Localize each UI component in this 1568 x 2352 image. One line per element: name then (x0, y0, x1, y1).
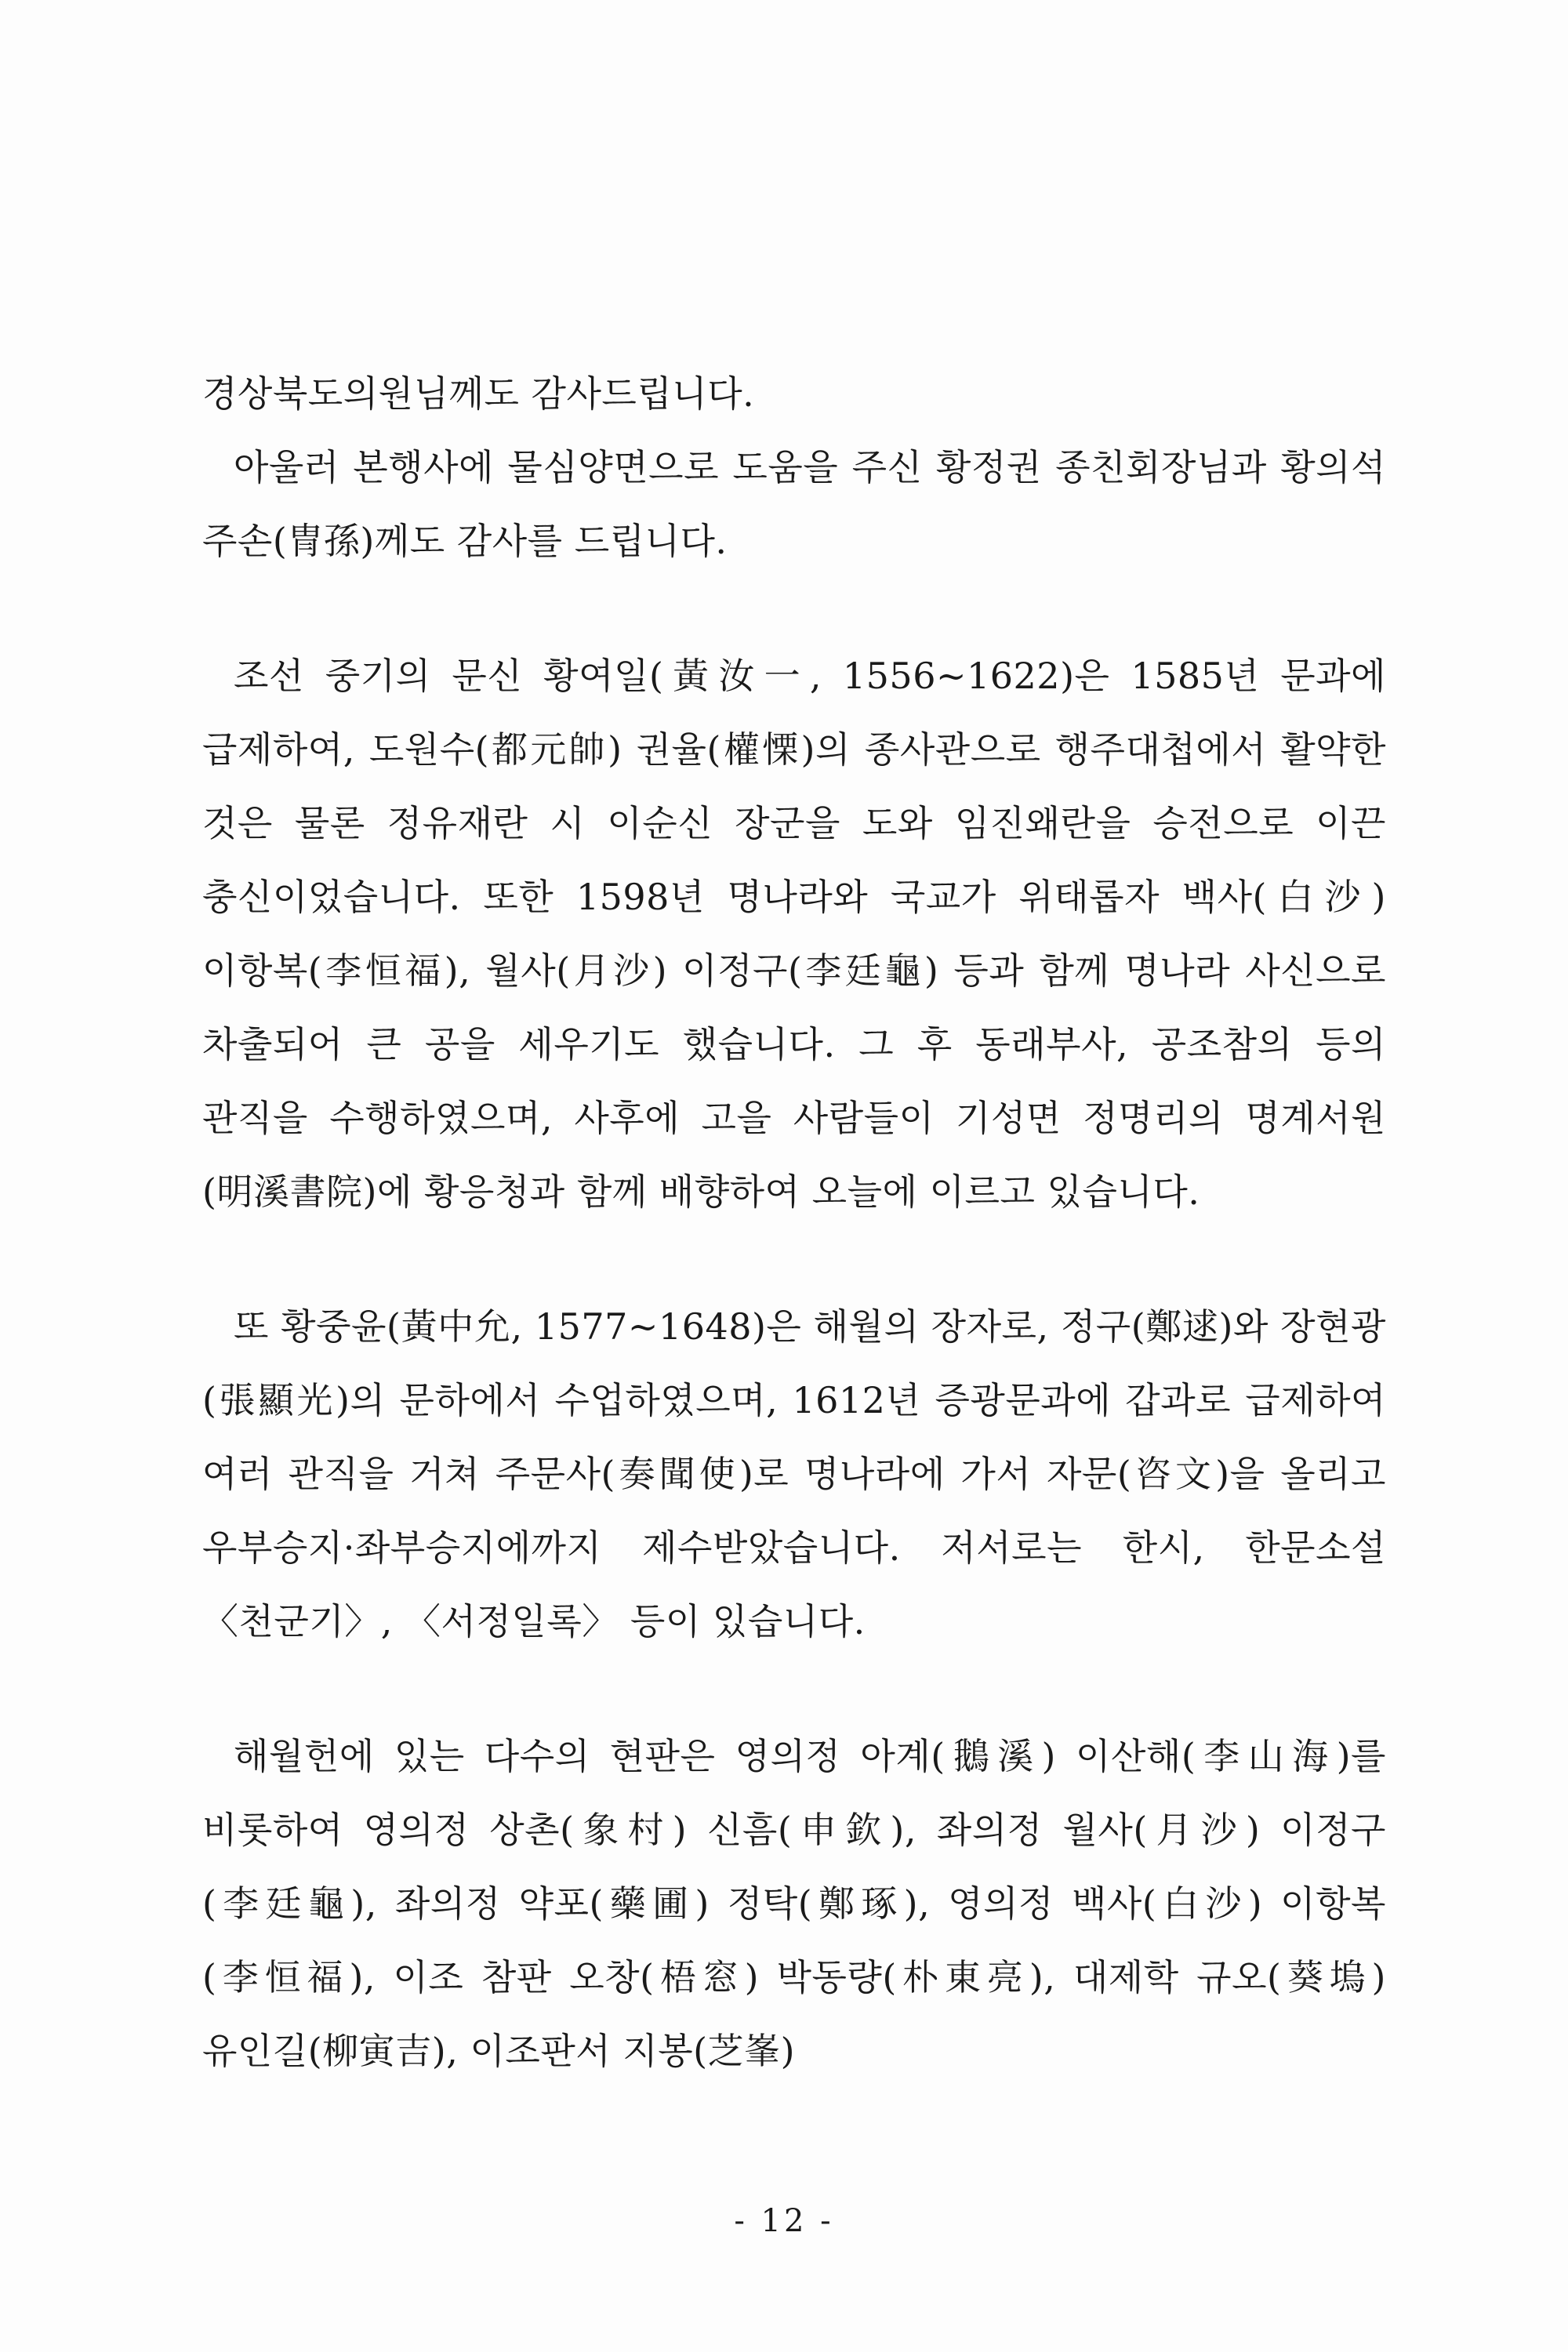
paragraph-spacer (202, 1658, 1386, 1719)
paragraph-spacer (202, 1229, 1386, 1290)
body-text (202, 357, 1386, 2088)
page-number: - 12 - (734, 2203, 834, 2239)
paragraph-1: 경상북도의원님께도 감사드립니다. (202, 372, 755, 415)
paragraph-3: 조선 중기의 문신 황여일(黃汝一, 1556~1622)은 1585년 문과에 급제하여, 도원수(都元帥) 권율(權慄)의 종사관으로 행주대첩에서 활약한 것은 물론 정유재란 시 이순신 장군을 도와 임진왜란을 승전으로 이끈 충신이었습니다. 또한 1598년 명나라와 국교가 위태롭자 백사(白沙) 이항복(李恒福), 월사(月沙) 이정구(李廷龜) 등과 함께 명나라 사신으로 차출되어 큰 공을 세우기도 했습니다. 그 후 동래부사, 공조참의 등의 관직을 수행하였으며, 사후에 고을 사람들이 기성면 정명리의 명계서원(明溪書院)에 황응청과 함께 배향하여 오늘에 이르고 있습니다. (202, 655, 1386, 1213)
paragraph-5: 해월헌에 있는 다수의 현판은 영의정 아계(鵝溪) 이산해(李山海)를 비롯하여 영의정 상촌(象村) 신흠(申欽), 좌의정 월사(月沙) 이정구(李廷龜), 좌의정 약포(藥圃) 정탁(鄭琢), 영의정 백사(白沙) 이항복(李恒福), 이조 참판 오창(梧窓) 박동량(朴東亮), 대제학 규오(葵塢) 유인길(柳寅吉), 이조판서 지봉(芝峯) (202, 1735, 1386, 2072)
paragraph-spacer (202, 578, 1386, 639)
paragraph-4: 또 황중윤(黃中允, 1577~1648)은 해월의 장자로, 정구(鄭逑)와 장현광(張顯光)의 문하에서 수업하였으며, 1612년 증광문과에 갑과로 급제하여 여러 관직을 거쳐 주문사(奏聞使)로 명나라에 가서 자문(咨文)을 올리고 우부승지·좌부승지에까지 제수받았습니다. 저서로는 한시, 한문소설 〈천군기〉, 〈서정일록〉 등이 있습니다. (202, 1305, 1386, 1642)
paragraph-2: 아울러 본행사에 물심양면으로 도움을 주신 황정권 종친회장님과 황의석 주손(冑孫)께도 감사를 드립니다. (202, 446, 1386, 562)
